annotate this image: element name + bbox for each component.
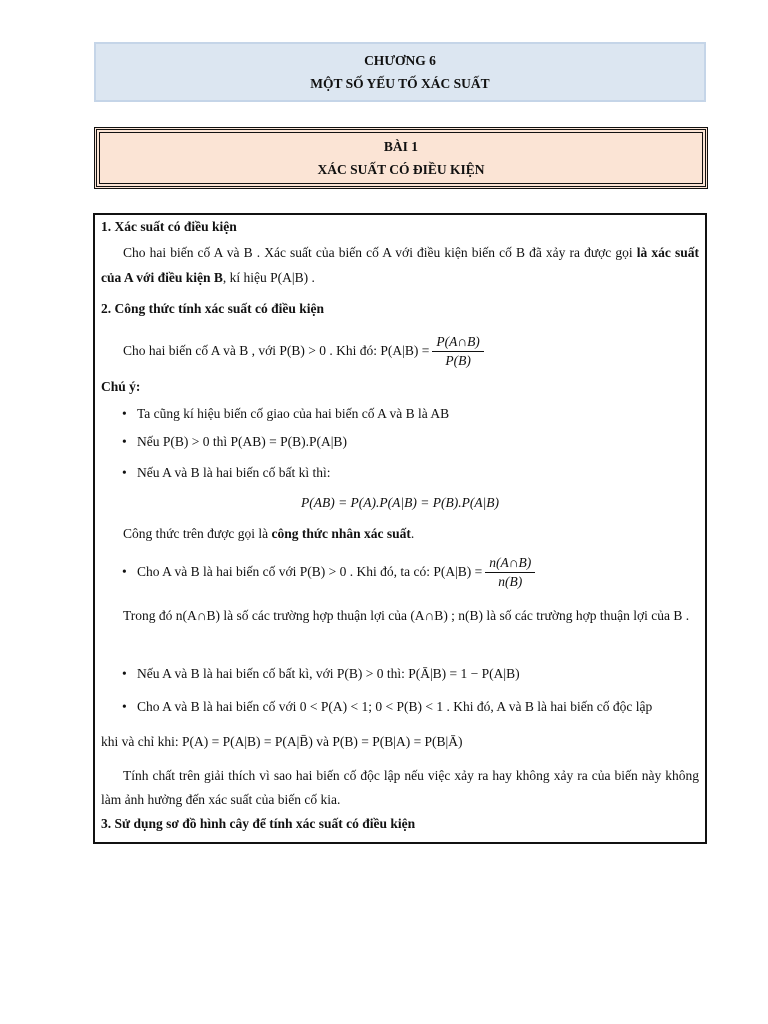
rule-name: công thức nhân xác suất [271,526,411,541]
independence-condition: khi và chỉ khi: P(A) = P(A|B) = P(A|B̄) và P(B) = P(B|A) = P(B|Ā) [101,734,463,749]
conditional-fraction [432,334,483,369]
fraction-denominator: P(B) [445,352,471,368]
counting-denominator: n(B) [498,573,523,589]
rule-text: Công thức trên được gọi là [123,526,269,541]
counting-formula-text: • Cho A và B là hai biến cố với P(B) > 0 . Khi đó, ta có: P(A|B) = [137,564,483,579]
section-1-definition [101,240,699,290]
counting-explanation: Trong đó n(A∩B) là số các trường hợp thuận lợi của (A∩B) ; n(B) là số các trường hợp thuận lợi của B . [123,608,690,623]
chapter-header [94,42,706,102]
counting-fraction [485,555,535,590]
section-2-heading: 2. Công thức tính xác suất có điều kiện [101,301,325,316]
note-bullet-3: • Nếu A và B là hai biến cố bất kì thì: [137,465,330,481]
definition-notation: , kí hiệu P(A|B) . [222,270,315,285]
content-box [93,213,707,844]
chapter-number: CHƯƠNG 6 [364,52,436,68]
note-bullet-5: • Nếu A và B là hai biến cố bất kì, với P(B) > 0 thì: P(Ā|B) = 1 − P(A|B) [137,666,520,682]
section-2-formula-line [123,331,484,371]
note-bullet-4 [137,552,535,592]
multiplication-rule-text: Công thức trên được gọi là công thức nhân xác suất. [123,526,415,541]
note-bullet-1: • Ta cũng kí hiệu biến cố giao của hai biến cố A và B là AB [137,406,449,422]
note-heading: Chú ý: [101,379,141,394]
chapter-title: MỘT SỐ YẾU TỐ XÁC SUẤT [310,75,490,91]
lesson-number: BÀI 1 [383,138,419,154]
section-1-heading: 1. Xác suất có điều kiện [101,219,237,234]
definition-text: Cho hai biến cố A và B . Xác suất của biến cố A với điều kiện biến cố B đã xảy ra được gọi [123,245,633,260]
lesson-title: XÁC SUẤT CÓ ĐIỀU KIỆN [317,161,485,177]
fraction-numerator: P(A∩B) [432,334,483,352]
section-3-heading: 3. Sử dụng sơ đồ hình cây để tính xác suất có điều kiện [101,816,416,831]
formula-text: Cho hai biến cố A và B , với P(B) > 0 . Khi đó: P(A|B) = [123,343,430,358]
note-bullet-2: • Nếu P(B) > 0 thì P(AB) = P(B).P(A|B) [137,434,347,450]
definition-bold-2: suất của A với điều kiện B [101,245,700,285]
note-bullet-6: • Cho A và B là hai biến cố với 0 < P(A) < 1; 0 < P(B) < 1 . Khi đó, A và B là hai biến cố độc lập [137,699,652,715]
multiplication-formula: P(AB) = P(A).P(A|B) = P(B).P(A|B) [300,495,500,510]
independence-explanation: Tính chất trên giải thích vì sao hai biến cố độc lập nếu việc xảy ra hay không xảy ra của biến này không làm ảnh hưởng đến xác suất của biến cố kia. [101,768,699,807]
lesson-header [94,127,708,189]
counting-numerator: n(A∩B) [485,555,535,573]
definition-bold-1: là xác [636,245,671,260]
